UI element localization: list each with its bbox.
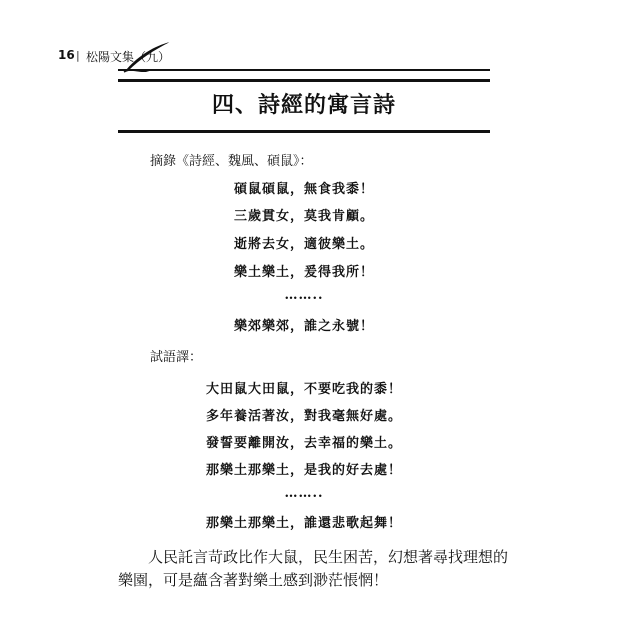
translation-line: 那樂土那樂土，是我的好去處！ [205,463,402,478]
poem-line: 逝將去女，適彼樂土。 [233,237,374,252]
header-separator: | [76,49,80,62]
translation-line: 那樂土那樂土，誰還悲歌起舞！ [205,516,402,531]
book-title: 松陽文集（九） [86,50,171,64]
poem-line: 碩鼠碩鼠，無食我黍！ [233,182,374,197]
poem-line: 三歲貫女，莫我肯顧。 [233,209,374,224]
poem-ellipsis: …….. [284,288,324,303]
translation-line: 發誓要離開汝，去幸福的樂土。 [205,436,402,451]
excerpt-label: 摘錄《詩經、魏風、碩鼠》： [150,154,313,169]
page-number: 16 [58,48,75,62]
page-header [118,40,490,80]
paragraph-text: 人民託言苛政比作大鼠，民生困苦，幻想著尋找理想的樂園，可是蘊含著對樂土感到渺茫悵惘！ [118,548,509,589]
title-rule-top [118,79,490,82]
translation-line: 多年養活著汝，對我毫無好處。 [205,409,402,424]
title-rule-bottom [118,130,490,133]
header-divider [118,69,490,71]
closing-paragraph [118,546,508,592]
poem-line: 樂土樂土，爰得我所！ [233,265,374,280]
translation-ellipsis: …….. [284,486,324,501]
translation-line: 大田鼠大田鼠，不要吃我的黍！ [205,382,402,397]
translation-label: 試語譯： [150,350,203,365]
chapter-title: 四、詩經的寓言詩 [211,93,396,118]
poem-line: 樂郊樂郊，誰之永號！ [233,319,374,334]
